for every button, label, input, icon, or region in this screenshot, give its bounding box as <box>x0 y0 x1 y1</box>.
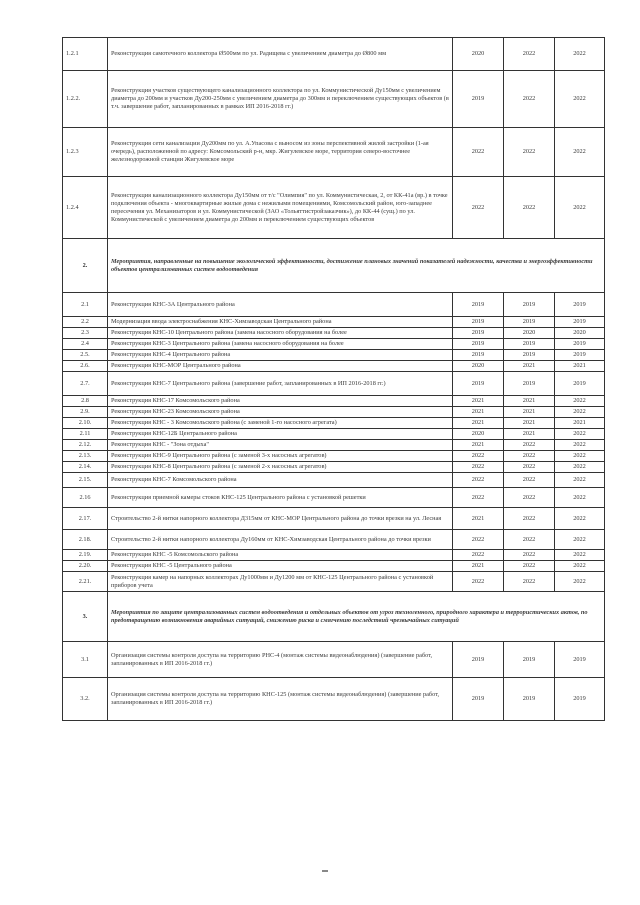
year-end: 2022 <box>555 71 605 128</box>
item-number: 2.2 <box>63 317 108 328</box>
item-number: 2.15. <box>63 473 108 488</box>
item-number: 2.11 <box>63 429 108 440</box>
item-description: Реконструкция КНС-7 Комсомольского района <box>108 473 453 488</box>
year-end: 2020 <box>555 328 605 339</box>
year-start: 2019 <box>453 317 504 328</box>
year-mid: 2019 <box>504 317 555 328</box>
year-end: 2022 <box>555 561 605 572</box>
table-row <box>63 508 605 530</box>
item-description: Строительство 2-й нитки напорного коллектора Д315мм от КНС-МОР Центрального района до точки врезки на ул. Лесная <box>108 508 453 530</box>
year-mid: 2022 <box>504 440 555 451</box>
table-row <box>63 561 605 572</box>
item-number: 2.9. <box>63 407 108 418</box>
item-number: 2.19. <box>63 550 108 561</box>
year-start: 2019 <box>453 350 504 361</box>
measures-table-body <box>63 38 605 721</box>
year-mid: 2022 <box>504 550 555 561</box>
table-row <box>63 418 605 429</box>
item-description: Реконструкция участков существующего канализационного коллектора по ул. Коммунистической Ду150мм с увеличением диаметра до 200мм и участков Ду200-250мм с увеличением диаметра до 300мм и переключением существующих объектов (в т.ч. завершение работ, запланированных в рамках ИП 2016-2018 гг.) <box>108 71 453 128</box>
table-row <box>63 372 605 396</box>
year-start: 2019 <box>453 678 504 721</box>
item-description: Реконструкция КНС-10 Центрального района (замена насосного оборудования на более <box>108 328 453 339</box>
year-end: 2019 <box>555 293 605 317</box>
table-row <box>63 440 605 451</box>
table-row <box>63 488 605 508</box>
year-mid: 2022 <box>504 462 555 473</box>
year-mid: 2022 <box>504 451 555 462</box>
year-start: 2019 <box>453 71 504 128</box>
table-row <box>63 642 605 678</box>
table-row <box>63 71 605 128</box>
year-mid: 2021 <box>504 407 555 418</box>
year-start: 2019 <box>453 339 504 350</box>
year-end: 2019 <box>555 339 605 350</box>
year-mid: 2022 <box>504 71 555 128</box>
year-end: 2022 <box>555 396 605 407</box>
item-description: Реконструкция КНС-4 Центрального района <box>108 350 453 361</box>
year-start: 2022 <box>453 488 504 508</box>
item-number: 2.14. <box>63 462 108 473</box>
item-description: Реконструкция КНС - "Зона отдыха" <box>108 440 453 451</box>
year-mid: 2022 <box>504 128 555 177</box>
item-number: 2.18. <box>63 530 108 550</box>
table-row <box>63 328 605 339</box>
item-number: 1.2.1 <box>63 38 108 71</box>
item-number: 3.1 <box>63 642 108 678</box>
item-description: Реконструкция КНС-9 Центрального района (с заменой 3-х насосных агрегатов) <box>108 451 453 462</box>
section-row <box>63 592 605 642</box>
year-mid: 2019 <box>504 678 555 721</box>
item-number: 2.13. <box>63 451 108 462</box>
table-row <box>63 177 605 239</box>
item-number: 2.5. <box>63 350 108 361</box>
item-description: Реконструкция КНС-8 Центрального района (с заменой 2-х насосных агрегатов) <box>108 462 453 473</box>
year-mid: 2019 <box>504 642 555 678</box>
table-row <box>63 462 605 473</box>
item-number: 2.10. <box>63 418 108 429</box>
item-description: Реконструкция КНС-3А Центрального района <box>108 293 453 317</box>
year-end: 2022 <box>555 429 605 440</box>
table-row <box>63 572 605 592</box>
year-start: 2022 <box>453 177 504 239</box>
item-number: 1.2.3 <box>63 128 108 177</box>
item-description: Реконструкция КНС - 3 Комсомольского района (с заменой 1-го насосного агрегата) <box>108 418 453 429</box>
item-description: Реконструкция приемной камеры стоков КНС-125 Центрального района с установкой решетки <box>108 488 453 508</box>
year-mid: 2021 <box>504 418 555 429</box>
item-description: Реконструкция КНС-3 Центрального района (замена насосного оборудования на более <box>108 339 453 350</box>
year-mid: 2021 <box>504 396 555 407</box>
item-description: Реконструкция самотечного коллектора Ø500мм по ул. Радищева с увеличением диаметра до Ø800 мм <box>108 38 453 71</box>
year-end: 2019 <box>555 350 605 361</box>
item-number: 1.2.2. <box>63 71 108 128</box>
year-mid: 2022 <box>504 572 555 592</box>
section-number: 3. <box>63 592 108 642</box>
year-end: 2019 <box>555 678 605 721</box>
table-row <box>63 550 605 561</box>
table-row <box>63 451 605 462</box>
item-number: 2.17. <box>63 508 108 530</box>
year-start: 2022 <box>453 473 504 488</box>
year-start: 2022 <box>453 451 504 462</box>
year-mid: 2022 <box>504 473 555 488</box>
item-description: Реконструкция КНС-23 Комсомольского района <box>108 407 453 418</box>
year-mid: 2022 <box>504 530 555 550</box>
year-mid: 2019 <box>504 372 555 396</box>
measures-table <box>62 37 605 721</box>
year-start: 2021 <box>453 508 504 530</box>
year-end: 2022 <box>555 451 605 462</box>
table-row <box>63 339 605 350</box>
table-row <box>63 38 605 71</box>
year-mid: 2022 <box>504 488 555 508</box>
item-description: Организация системы контроля доступа на территорию КНС-125 (монтаж системы видеонаблюдения) (завершение работ, запланированных в ИП 2016-2018 гг.) <box>108 678 453 721</box>
year-mid: 2021 <box>504 429 555 440</box>
item-description: Реконструкция канализационного коллектора Ду150мм от т/с "Олимпия" по ул. Коммунистическая, 2, от КК-41а (вр.) в точке подключения объекта - многоквартирные жилые дома с нежилыми помещениями, Комсомольский район, юго-западнее пересечения ул. Механизаторов и ул. Коммунистической (ЗАО «Тольяттистройзаказчик»), до КК-44 (сущ.) по ул. Коммунистической с увеличением диаметра до 200мм и переключением существующих объектов <box>108 177 453 239</box>
year-mid: 2019 <box>504 339 555 350</box>
year-end: 2021 <box>555 418 605 429</box>
item-number: 2.7. <box>63 372 108 396</box>
item-number: 2.12. <box>63 440 108 451</box>
year-start: 2020 <box>453 38 504 71</box>
year-mid: 2022 <box>504 38 555 71</box>
year-start: 2021 <box>453 396 504 407</box>
year-end: 2022 <box>555 38 605 71</box>
page-scan-mark <box>322 870 328 872</box>
item-number: 2.20. <box>63 561 108 572</box>
item-description: Реконструкция КНС -5 Центрального района <box>108 561 453 572</box>
table-row <box>63 293 605 317</box>
year-end: 2019 <box>555 372 605 396</box>
year-end: 2019 <box>555 642 605 678</box>
year-mid: 2022 <box>504 508 555 530</box>
year-start: 2022 <box>453 530 504 550</box>
item-description: Модернизация ввода электроснабжения КНС-Химзаводская Центрального района <box>108 317 453 328</box>
table-row <box>63 361 605 372</box>
item-number: 2.3 <box>63 328 108 339</box>
item-number: 2.8 <box>63 396 108 407</box>
year-end: 2022 <box>555 488 605 508</box>
item-description: Реконструкция КНС-12Б Центрального района <box>108 429 453 440</box>
section-title: Мероприятия, направленные на повышение экологической эффективности, достижение плановых значений показателей надежности, качества и энергоэффективности объектов централизованных систем водоотведения <box>108 239 605 293</box>
year-end: 2022 <box>555 508 605 530</box>
year-end: 2022 <box>555 530 605 550</box>
year-start: 2022 <box>453 550 504 561</box>
year-mid: 2019 <box>504 350 555 361</box>
section-row <box>63 239 605 293</box>
year-end: 2022 <box>555 473 605 488</box>
item-description: Реконструкция КНС-7 Центрального района (завершение работ, запланированных в ИП 2016-2018 гг.) <box>108 372 453 396</box>
item-number: 2.1 <box>63 293 108 317</box>
year-start: 2020 <box>453 361 504 372</box>
table-row <box>63 396 605 407</box>
section-number: 2. <box>63 239 108 293</box>
year-start: 2019 <box>453 328 504 339</box>
item-number: 2.21. <box>63 572 108 592</box>
year-end: 2022 <box>555 177 605 239</box>
item-number: 3.2. <box>63 678 108 721</box>
year-end: 2022 <box>555 462 605 473</box>
item-number: 2.6. <box>63 361 108 372</box>
year-mid: 2019 <box>504 293 555 317</box>
year-start: 2021 <box>453 418 504 429</box>
item-description: Реконструкция КНС-МОР Центрального района <box>108 361 453 372</box>
item-description: Строительство 2-й нитки напорного коллектора Ду160мм от КНС-Химзаводская Центрального района до точки врезки <box>108 530 453 550</box>
table-row <box>63 128 605 177</box>
year-end: 2022 <box>555 572 605 592</box>
item-description: Организация системы контроля доступа на территорию РНС-4 (монтаж системы видеонаблюдения) (завершение работ, запланированных в ИП 2016-2018 гг.) <box>108 642 453 678</box>
year-start: 2021 <box>453 407 504 418</box>
year-mid: 2022 <box>504 561 555 572</box>
year-start: 2022 <box>453 572 504 592</box>
item-description: Реконструкция КНС-17 Комсомольского района <box>108 396 453 407</box>
year-mid: 2021 <box>504 361 555 372</box>
year-end: 2022 <box>555 440 605 451</box>
year-end: 2022 <box>555 128 605 177</box>
year-start: 2021 <box>453 561 504 572</box>
year-start: 2019 <box>453 372 504 396</box>
item-description: Реконструкция КНС -5 Комсомольского района <box>108 550 453 561</box>
year-end: 2021 <box>555 361 605 372</box>
year-start: 2022 <box>453 462 504 473</box>
item-number: 2.4 <box>63 339 108 350</box>
table-row <box>63 429 605 440</box>
item-description: Реконструкция камер на напорных коллекторах Ду1000мм и Ду1200 мм от КНС-125 Центрального района с установкой приборов учета <box>108 572 453 592</box>
year-start: 2019 <box>453 293 504 317</box>
year-start: 2021 <box>453 440 504 451</box>
item-number: 2.16 <box>63 488 108 508</box>
year-start: 2020 <box>453 429 504 440</box>
table-row <box>63 350 605 361</box>
year-start: 2022 <box>453 128 504 177</box>
table-row <box>63 407 605 418</box>
item-description: Реконструкция сети канализации Ду200мм по ул. А.Упасова с выносом из зоны перспективной жилой застройки (1-ая очередь), расположенной по адресу: Комсомольский р-н, мкр. Жигулевское море, территория северо-восточнее железнодорожной станции Жигулевское море <box>108 128 453 177</box>
year-mid: 2020 <box>504 328 555 339</box>
item-number: 1.2.4 <box>63 177 108 239</box>
year-end: 2022 <box>555 550 605 561</box>
table-row <box>63 317 605 328</box>
year-start: 2019 <box>453 642 504 678</box>
year-mid: 2022 <box>504 177 555 239</box>
year-end: 2019 <box>555 317 605 328</box>
table-row <box>63 530 605 550</box>
table-row <box>63 473 605 488</box>
year-end: 2022 <box>555 407 605 418</box>
section-title: Мероприятия по защите централизованных систем водоотведения и отдельных объектов от угроз техногенного, природного характера и террористических актов, по предотвращению возникновения аварийных ситуаций, снижению риска и смягчению последствий чрезвычайных ситуаций <box>108 592 605 642</box>
table-row <box>63 678 605 721</box>
